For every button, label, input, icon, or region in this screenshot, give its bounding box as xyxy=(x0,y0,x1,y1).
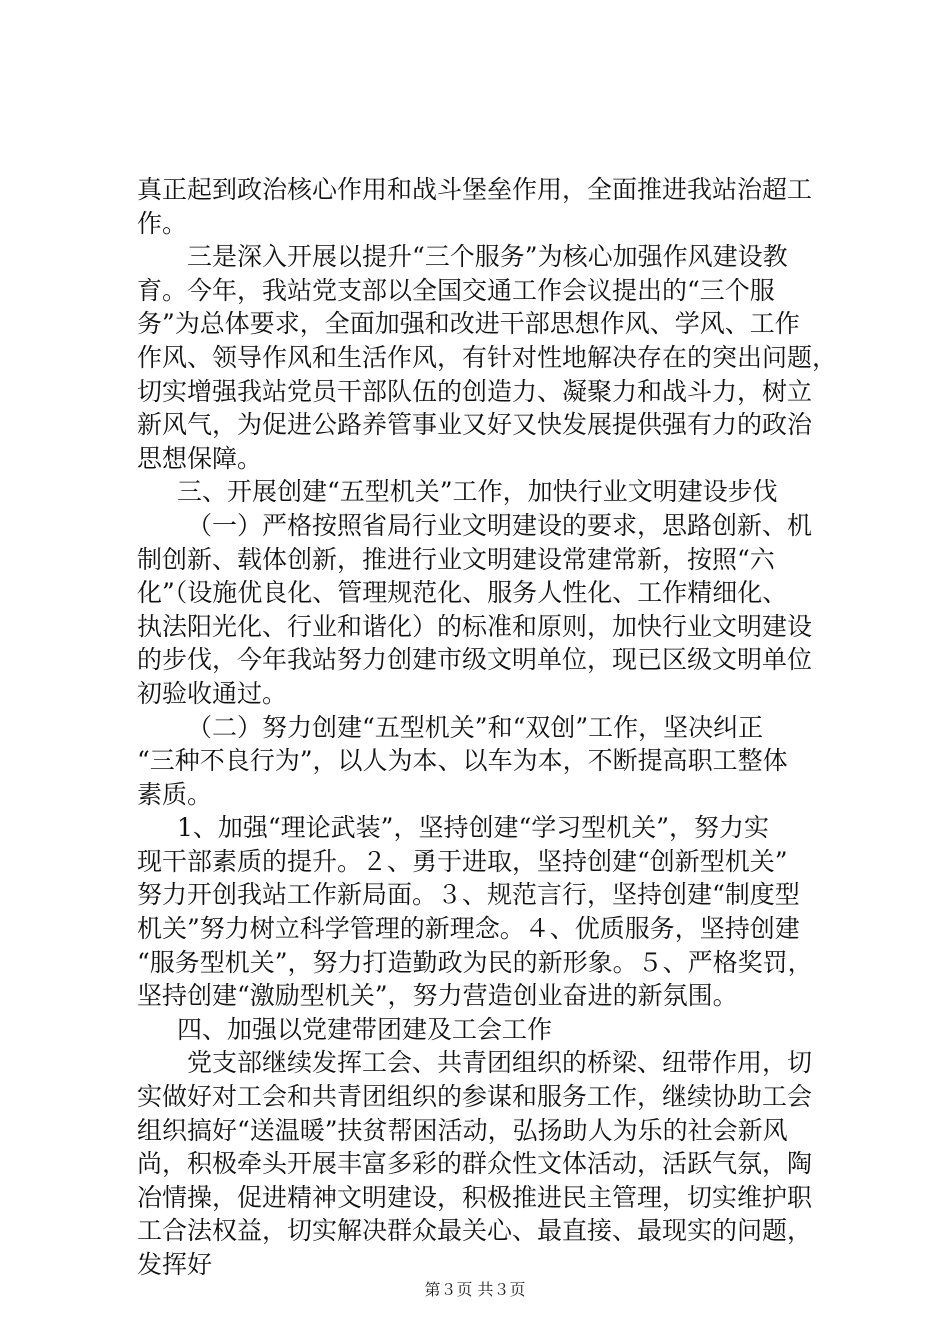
text-line: （二）努力创建“五型机关”和“双创”工作，坚决纠正 xyxy=(187,712,764,742)
text-line: （一）严格按照省局行业文明建设的要求，思路创新、机 xyxy=(187,510,813,540)
text-line: 冶情操，促进精神文明建设，积极推进民主管理，切实维护职 xyxy=(137,1182,813,1212)
text-line: 现干部素质的提升。２、勇于进取，坚持创建“创新型机关” xyxy=(137,846,788,876)
text-line: 实做好对工会和共青团组织的参谋和服务工作，继续协助工会 xyxy=(137,1082,813,1112)
text-line: 机关”努力树立科学管理的新理念。４、优质服务，坚持创建 xyxy=(137,914,800,944)
text-line: “三种不良行为”，以人为本、以车为本，不断提高职工整体 xyxy=(137,746,788,776)
text-line: 真正起到政治核心作用和战斗堡垒作用，全面推进我站治超工 xyxy=(137,175,813,204)
text-line: 三是深入开展以提升“三个服务”为核心加强作风建设教 xyxy=(187,242,788,272)
text-line: 务”为总体要求，全面加强和改进干部思想作风、学风、工作 xyxy=(137,309,800,339)
text-line: 素质。 xyxy=(137,779,213,809)
text-line: 初验收通过。 xyxy=(137,678,288,708)
text-line: 工合法权益，切实解决群众最关心、最直接、最现实的问题， xyxy=(137,1216,813,1246)
text-line: 发挥好 xyxy=(137,1250,213,1279)
text-line: 切实增强我站党员干部队伍的创造力、凝聚力和战斗力，树立 xyxy=(137,376,813,406)
text-line: 思想保障。 xyxy=(137,443,263,473)
text-line: 尚，积极牵头开展丰富多彩的群众性文体活动，活跃气氛，陶 xyxy=(137,1149,813,1179)
text-line: 执法阳光化、行业和谐化）的标准和原则，加快行业文明建设 xyxy=(137,611,813,641)
text-line: 坚持创建“激励型机关”，努力营造创业奋进的新氛围。 xyxy=(137,981,738,1011)
text-line: 作风、领导作风和生活作风，有针对性地解决存在的突出问题， xyxy=(137,342,838,372)
document-body xyxy=(137,173,847,1282)
text-line: 育。今年，我站党支部以全国交通工作会议提出的“三个服 xyxy=(137,275,775,305)
text-line: 组织搞好“送温暖”扶贫帮困活动，弘扬助人为乐的社会新风 xyxy=(137,1115,788,1145)
page-footer: 第３页 共３页 xyxy=(424,1280,526,1299)
text-line: 化”（设施优良化、管理规范化、服务人性化、工作精细化、 xyxy=(137,578,788,608)
text-line: “服务型机关”，努力打造勤政为民的新形象。５、严格奖罚， xyxy=(137,947,813,977)
text-line: 制创新、载体创新，推进行业文明建设常建常新，按照“六 xyxy=(137,544,775,574)
text-line: 四、加强以党建带团建及工会工作 xyxy=(177,1014,553,1044)
text-line: 的步伐，今年我站努力创建市级文明单位，现已区级文明单位 xyxy=(137,645,813,675)
text-line: 1、加强“理论武装”，坚持创建“学习型机关”，努力实 xyxy=(177,813,770,843)
text-line: 党支部继续发挥工会、共青团组织的桥梁、纽带作用，切 xyxy=(187,1048,813,1078)
text-line: 三、开展创建“五型机关”工作，加快行业文明建设步伐 xyxy=(177,477,778,507)
text-line: 作。 xyxy=(137,208,188,238)
text-line: 努力开创我站工作新局面。３、规范言行，坚持创建“制度型 xyxy=(137,880,800,910)
text-line: 新风气，为促进公路养管事业又好又快发展提供强有力的政治 xyxy=(137,410,813,440)
